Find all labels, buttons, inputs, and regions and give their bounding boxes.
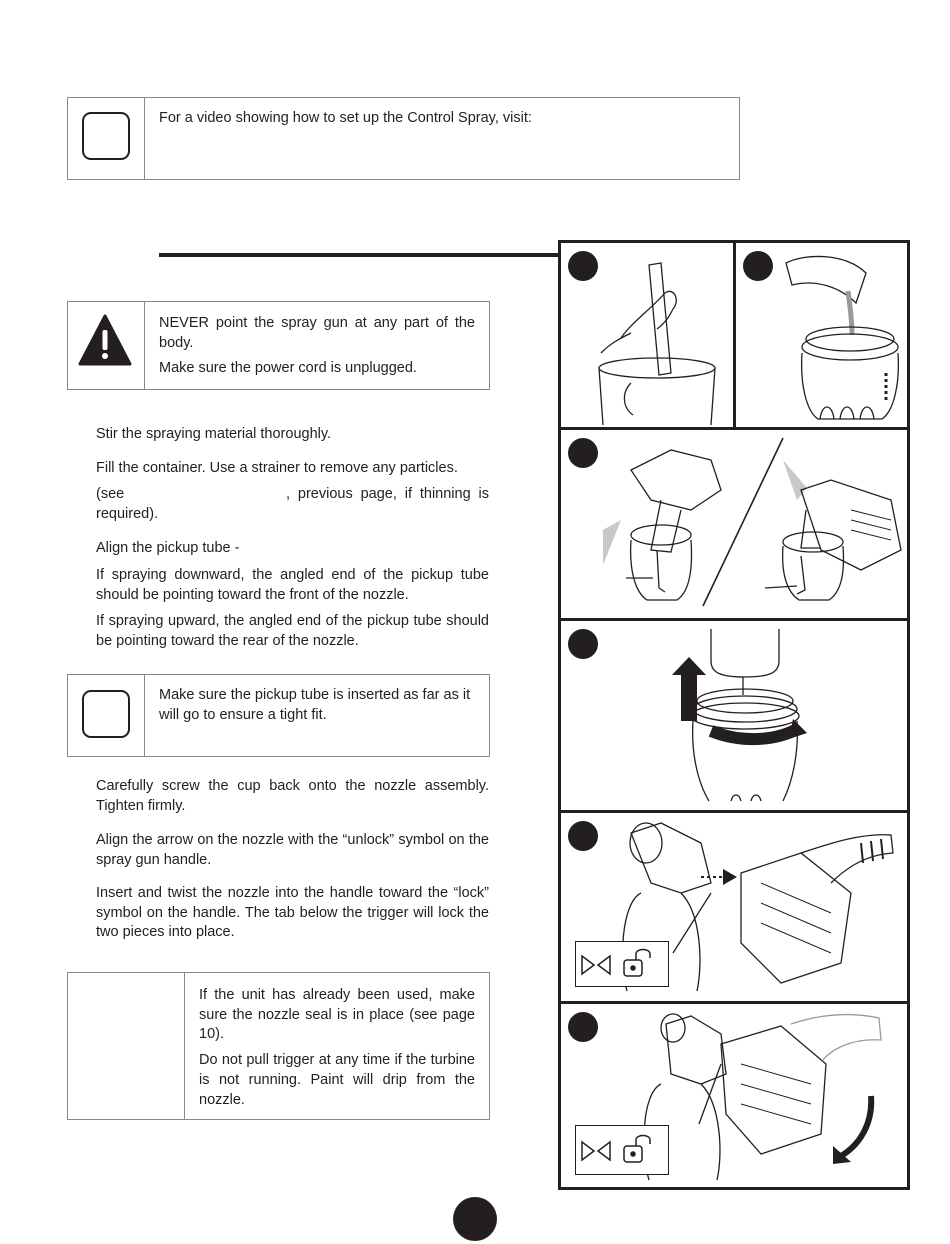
lock-icon — [582, 1136, 650, 1163]
step-1: Stir the spraying material thoroughly. — [96, 426, 332, 442]
step-2: Fill the container. Use a strainer to remove any particles. — [96, 460, 458, 476]
video-note-text: For a video showing how to set up the Control Spray, visit: — [159, 110, 532, 126]
page-number-badge — [453, 1197, 497, 1241]
notice-line-1: If the unit has already been used, make sure the nozzle seal is in place (see page 10). — [199, 987, 475, 1043]
warning-line-1: NEVER point the spray gun at any part of the body. — [159, 315, 475, 351]
section-rule — [159, 253, 559, 257]
warning-text — [159, 314, 475, 385]
warning-line-2: Make sure the power cord is unplugged. — [159, 360, 417, 377]
align-arrow-figure — [561, 813, 907, 1001]
step-3-upward: If spraying upward, the angled end of the pickup tube should be pointing toward the rear of the nozzle. — [96, 613, 489, 649]
step-6: Insert and twist the nozzle into the handle toward the “lock” symbol on the handle. The tab below the trigger will lock the two pieces into place. — [96, 885, 489, 941]
warning-box — [67, 301, 490, 390]
fill-figure — [736, 243, 907, 427]
step-3-downward: If spraying downward, the angled end of the pickup tube should be pointing toward the front of the nozzle. — [96, 567, 489, 603]
tip-icon — [82, 690, 130, 738]
pickup-tube-figure — [561, 430, 907, 618]
video-icon — [82, 112, 130, 160]
screw-cup-figure — [561, 621, 907, 810]
step-2-ref-b: , previous page, if thinning is required). — [96, 486, 489, 522]
notice-line-2: Do not pull trigger at any time if the turbine is not running. Paint will drip from the nozzle. — [199, 1052, 475, 1108]
stir-figure — [561, 243, 733, 427]
notice-text — [199, 986, 475, 1116]
step-2-ref-a: (see — [96, 486, 125, 502]
tip-box — [67, 674, 490, 757]
notice-box — [67, 972, 490, 1120]
warning-triangle-icon — [68, 302, 144, 389]
step-3: Align the pickup tube - — [96, 540, 240, 556]
video-note-box — [67, 97, 740, 180]
twist-lock-figure — [561, 1004, 907, 1187]
step-5: Align the arrow on the nozzle with the “unlock” symbol on the spray gun handle. — [96, 832, 489, 868]
unlock-icon — [582, 950, 650, 977]
step-4: Carefully screw the cup back onto the nozzle assembly. Tighten firmly. — [96, 778, 489, 814]
tip-text: Make sure the pickup tube is inserted as far as it will go to ensure a tight fit. — [159, 687, 471, 723]
lock-symbol-box-2 — [575, 1125, 669, 1175]
lock-symbol-box — [575, 941, 669, 987]
